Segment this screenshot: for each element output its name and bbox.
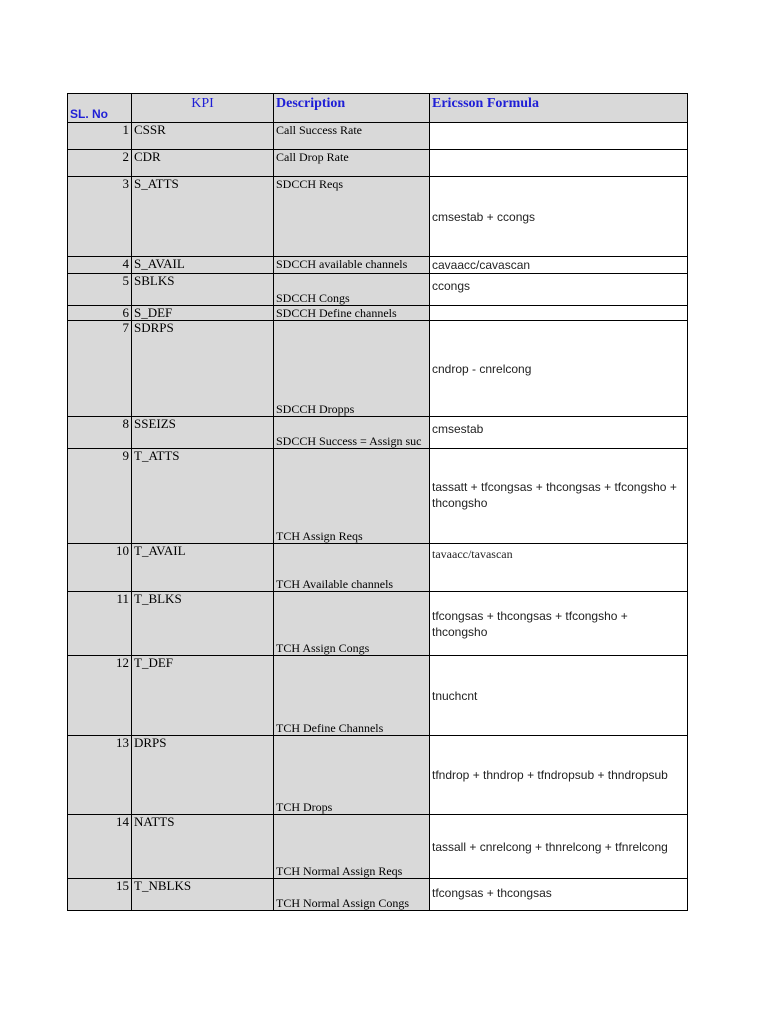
sl-cell: 1 bbox=[68, 123, 132, 150]
table-row bbox=[68, 656, 688, 736]
header-formula: Ericsson Formula bbox=[430, 94, 688, 123]
table-row bbox=[68, 815, 688, 879]
description-cell: TCH Normal Assign Reqs bbox=[274, 815, 430, 879]
description-cell: SDCCH Success = Assign suc bbox=[274, 417, 430, 449]
table-row bbox=[68, 417, 688, 449]
formula-cell: cmsestab bbox=[430, 417, 688, 449]
kpi-cell: S_AVAIL bbox=[132, 257, 274, 274]
sl-cell: 15 bbox=[68, 879, 132, 911]
table-row bbox=[68, 257, 688, 274]
table-row bbox=[68, 306, 688, 321]
formula-cell: tnuchcnt bbox=[430, 656, 688, 736]
header-kpi: KPI bbox=[132, 94, 274, 123]
description-cell: SDCCH Define channels bbox=[274, 306, 430, 321]
kpi-cell: NATTS bbox=[132, 815, 274, 879]
description-cell: SDCCH available channels bbox=[274, 257, 430, 274]
sl-cell: 6 bbox=[68, 306, 132, 321]
description-cell: SDCCH Reqs bbox=[274, 177, 430, 257]
kpi-cell: T_BLKS bbox=[132, 592, 274, 656]
description-cell: TCH Assign Reqs bbox=[274, 449, 430, 544]
formula-cell: cndrop - cnrelcong bbox=[430, 321, 688, 417]
header-description: Description bbox=[274, 94, 430, 123]
formula-cell: tassatt + tfcongsas + thcongsas + tfcongsho + thcongsho bbox=[430, 449, 688, 544]
formula-cell: tavaacc/tavascan bbox=[430, 544, 688, 592]
header-row bbox=[68, 94, 688, 123]
formula-cell bbox=[430, 123, 688, 150]
sl-cell: 9 bbox=[68, 449, 132, 544]
description-cell: TCH Drops bbox=[274, 736, 430, 815]
formula-cell: tfcongsas + thcongsas bbox=[430, 879, 688, 911]
kpi-cell: S_DEF bbox=[132, 306, 274, 321]
table-row bbox=[68, 544, 688, 592]
formula-cell: ccongs bbox=[430, 274, 688, 306]
formula-cell: cavaacc/cavascan bbox=[430, 257, 688, 274]
sl-cell: 3 bbox=[68, 177, 132, 257]
sl-cell: 4 bbox=[68, 257, 132, 274]
kpi-cell: CSSR bbox=[132, 123, 274, 150]
sl-cell: 11 bbox=[68, 592, 132, 656]
kpi-cell: SBLKS bbox=[132, 274, 274, 306]
sl-cell: 2 bbox=[68, 150, 132, 177]
kpi-cell: SDRPS bbox=[132, 321, 274, 417]
table-row bbox=[68, 177, 688, 257]
kpi-cell: T_DEF bbox=[132, 656, 274, 736]
formula-cell bbox=[430, 150, 688, 177]
kpi-table bbox=[67, 93, 688, 911]
table-row bbox=[68, 879, 688, 911]
description-cell: TCH Available channels bbox=[274, 544, 430, 592]
sl-cell: 10 bbox=[68, 544, 132, 592]
sl-cell: 8 bbox=[68, 417, 132, 449]
kpi-cell: T_ATTS bbox=[132, 449, 274, 544]
sl-cell: 13 bbox=[68, 736, 132, 815]
formula-cell bbox=[430, 306, 688, 321]
description-cell: SDCCH Congs bbox=[274, 274, 430, 306]
sl-cell: 12 bbox=[68, 656, 132, 736]
table-row bbox=[68, 321, 688, 417]
kpi-cell: S_ATTS bbox=[132, 177, 274, 257]
description-cell: TCH Assign Congs bbox=[274, 592, 430, 656]
formula-cell: tfcongsas + thcongsas + tfcongsho + thcongsho bbox=[430, 592, 688, 656]
header-sl-no: SL. No bbox=[68, 94, 132, 123]
kpi-cell: SSEIZS bbox=[132, 417, 274, 449]
description-cell: TCH Normal Assign Congs bbox=[274, 879, 430, 911]
kpi-cell: CDR bbox=[132, 150, 274, 177]
table-row bbox=[68, 274, 688, 306]
kpi-cell: DRPS bbox=[132, 736, 274, 815]
sl-cell: 5 bbox=[68, 274, 132, 306]
description-cell: Call Drop Rate bbox=[274, 150, 430, 177]
sl-cell: 14 bbox=[68, 815, 132, 879]
description-cell: TCH Define Channels bbox=[274, 656, 430, 736]
formula-cell: cmsestab + ccongs bbox=[430, 177, 688, 257]
description-cell: Call Success Rate bbox=[274, 123, 430, 150]
kpi-cell: T_NBLKS bbox=[132, 879, 274, 911]
kpi-cell: T_AVAIL bbox=[132, 544, 274, 592]
table-row bbox=[68, 592, 688, 656]
sl-cell: 7 bbox=[68, 321, 132, 417]
table-row bbox=[68, 449, 688, 544]
table-row bbox=[68, 736, 688, 815]
formula-cell: tassall + cnrelcong + thnrelcong + tfnrelcong bbox=[430, 815, 688, 879]
table-row bbox=[68, 150, 688, 177]
formula-cell: tfndrop + thndrop + tfndropsub + thndropsub bbox=[430, 736, 688, 815]
table-row bbox=[68, 123, 688, 150]
description-cell: SDCCH Dropps bbox=[274, 321, 430, 417]
